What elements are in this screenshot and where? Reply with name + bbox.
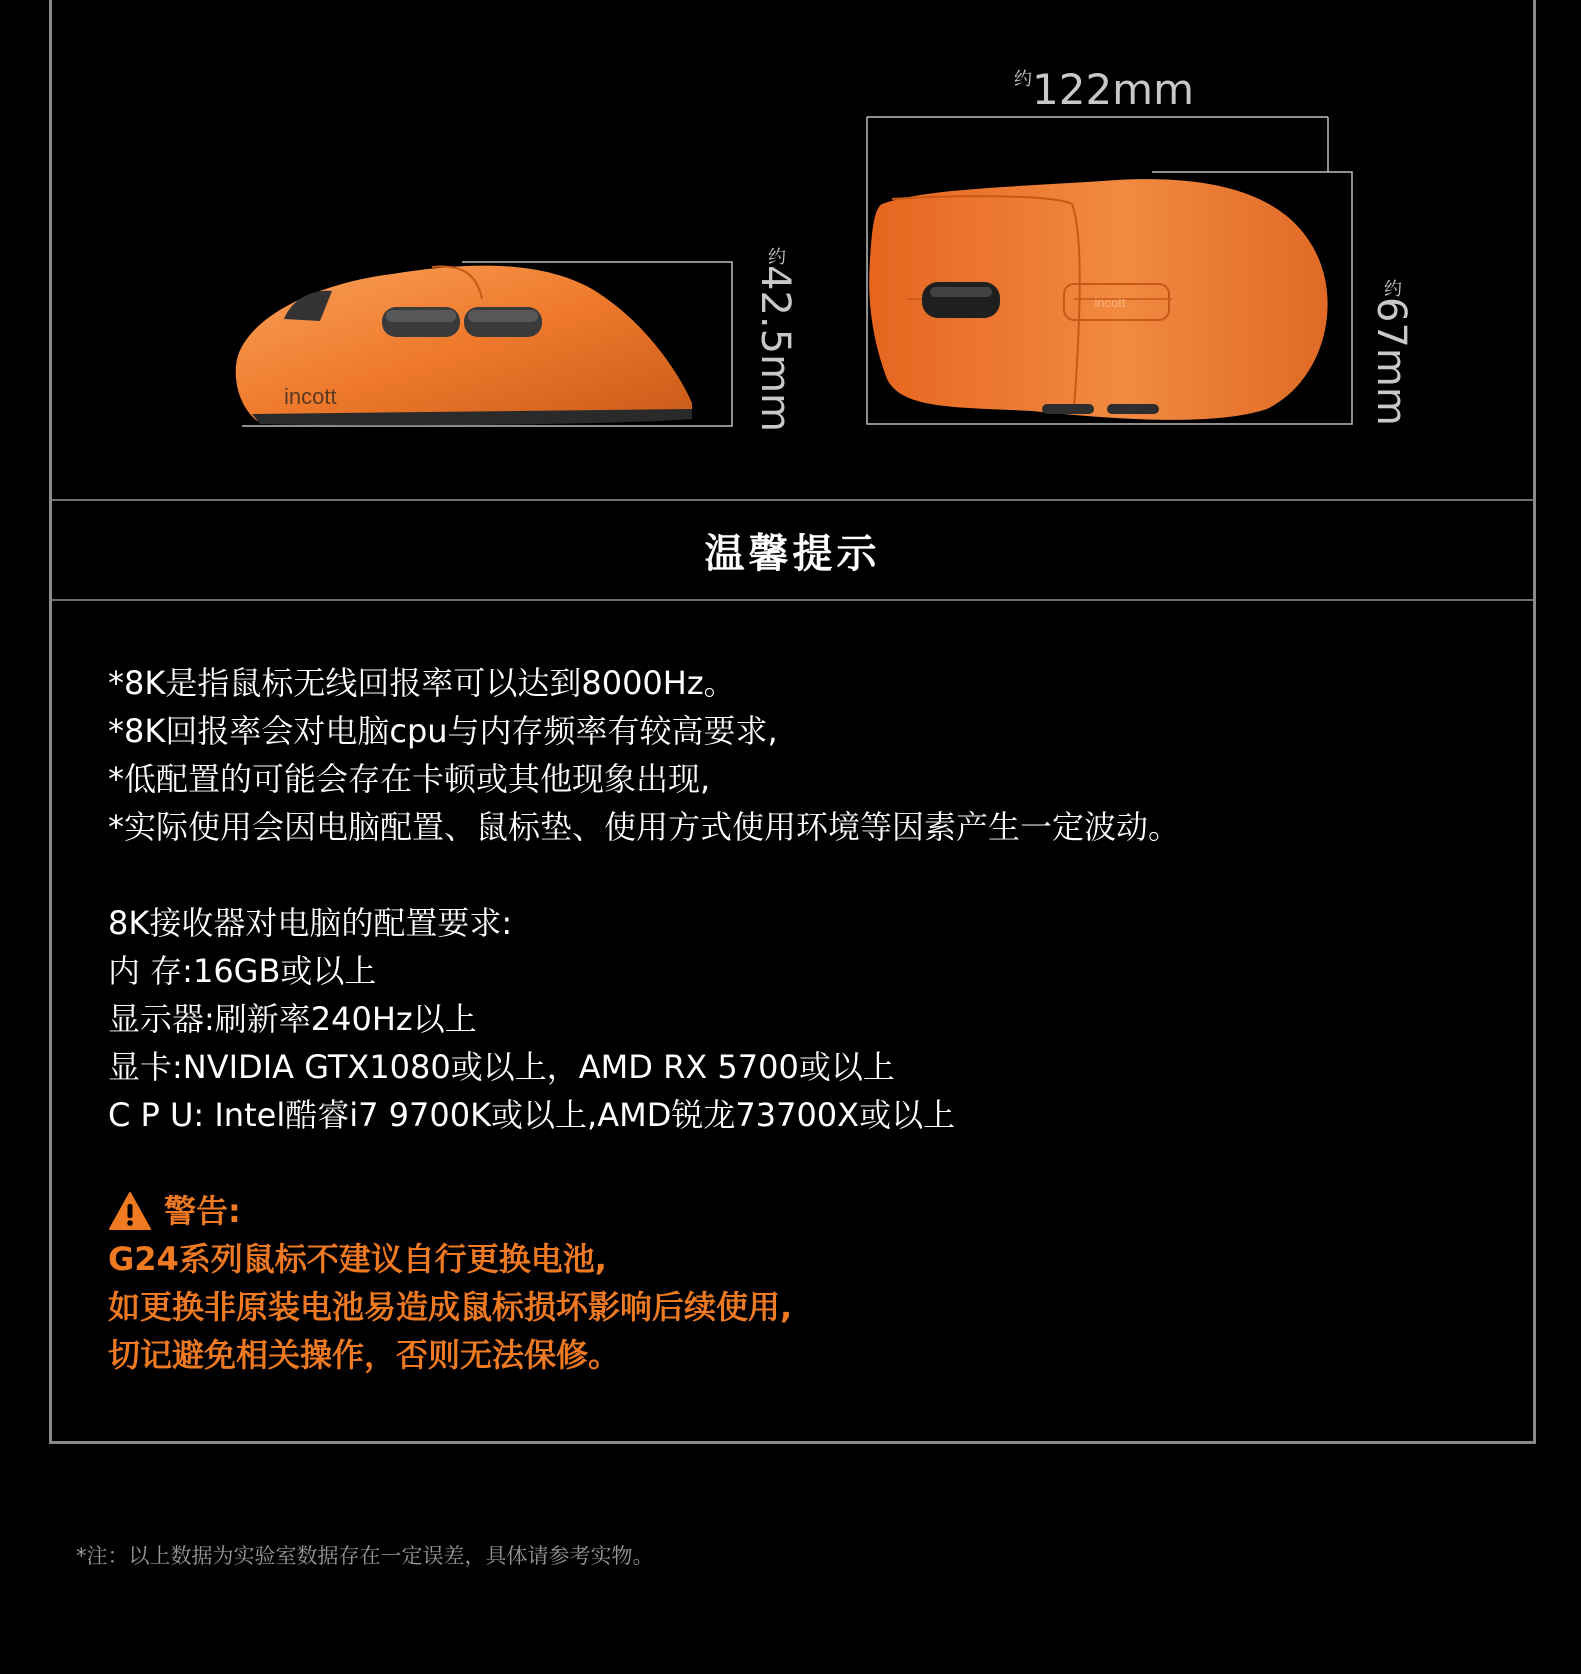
brand-logo-side: incott xyxy=(284,384,337,409)
requirement-display: 显示器:刷新率240Hz以上 xyxy=(108,1000,477,1038)
info-frame xyxy=(49,0,1536,1444)
width-prefix: 约 xyxy=(1014,69,1032,90)
requirement-gpu: 显卡:NVIDIA GTX1080或以上，AMD RX 5700或以上 xyxy=(108,1048,895,1086)
top-height-value: 67mm xyxy=(1368,297,1414,426)
note-line: *低配置的可能会存在卡顿或其他现象出现, xyxy=(108,760,711,798)
side-height-dimension-label xyxy=(752,247,798,432)
divider-bottom xyxy=(52,599,1533,601)
brand-logo-top: incott xyxy=(1094,295,1126,310)
note-line: *实际使用会因电脑配置、鼠标垫、使用方式使用环境等因素产生一定波动。 xyxy=(108,808,1181,846)
warning-line: 切记避免相关操作，否则无法保修。 xyxy=(108,1336,621,1374)
spacer xyxy=(108,851,1508,899)
warning-line: G24系列鼠标不建议自行更换电池, xyxy=(108,1240,607,1278)
warning-title: 警告: xyxy=(164,1192,241,1230)
side-height-value: 42.5mm xyxy=(752,265,798,432)
top-height-prefix: 约 xyxy=(1381,279,1402,297)
footnote: *注：以上数据为实验室数据存在一定误差，具体请参考实物。 xyxy=(76,1544,654,1568)
side-height-prefix: 约 xyxy=(765,247,786,265)
requirements-heading: 8K接收器对电脑的配置要求: xyxy=(108,904,513,942)
note-line: *8K回报率会对电脑cpu与内存频率有较高要求, xyxy=(108,712,778,750)
warning-header xyxy=(108,1187,1508,1235)
top-height-dimension-label xyxy=(1368,279,1414,426)
mouse-dimension-illustration xyxy=(52,0,1533,501)
width-dimension-label xyxy=(1014,65,1194,114)
width-value: 122mm xyxy=(1032,65,1194,114)
requirement-memory: 内 存:16GB或以上 xyxy=(108,952,377,990)
requirement-cpu: C P U: Intel酷睿i7 9700K或以上,AMD锐龙73700X或以上 xyxy=(108,1096,956,1134)
section-title: 温馨提示 xyxy=(704,530,881,577)
warning-block xyxy=(108,1187,1508,1379)
warning-line: 如更换非原装电池易造成鼠标损坏影响后续使用, xyxy=(108,1288,793,1326)
warning-triangle-icon xyxy=(108,1191,152,1231)
notes-block xyxy=(108,659,1508,1139)
note-line: *8K是指鼠标无线回报率可以达到8000Hz。 xyxy=(108,664,736,702)
